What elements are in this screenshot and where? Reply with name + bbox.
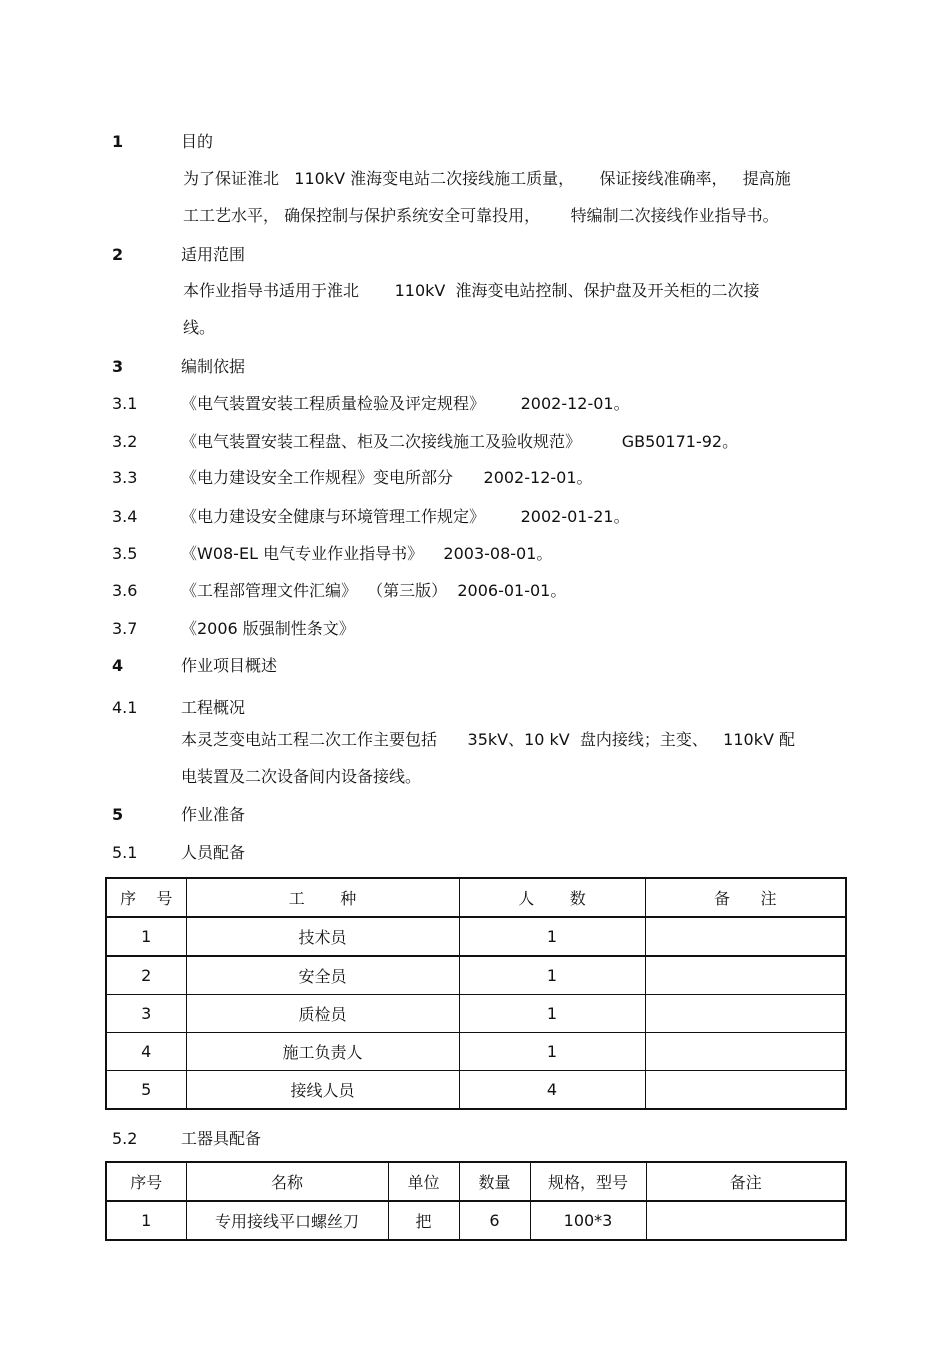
tools-header-quantity: 数量 (459, 1162, 530, 1201)
staff-cell-remark (645, 917, 846, 956)
staff-cell-index: 5 (106, 1071, 186, 1110)
item-5-2-number: 5.2 (112, 1129, 138, 1148)
item-5-1-number: 5.1 (112, 843, 138, 862)
table-row (106, 995, 846, 1033)
staff-cell-count: 1 (459, 956, 645, 995)
item-4-1-title: 工程概况 (181, 698, 246, 717)
section-5-number: 5 (112, 805, 124, 824)
section-1-title: 目的 (181, 132, 214, 151)
section-2-body-line-2: 线。 (183, 318, 216, 337)
tools-header-unit: 单位 (388, 1162, 459, 1201)
item-3-3-text: 《电力建设安全工作规程》变电所部分 2002-12-01。 (181, 468, 593, 487)
staff-cell-remark (645, 956, 846, 995)
tools-header-spec: 规格，型号 (530, 1162, 646, 1201)
staff-header-remark: 备 注 (645, 878, 846, 917)
table-row (106, 1033, 846, 1071)
section-1-body-line-1: 为了保证淮北 110kV 淮海变电站二次接线施工质量， 保证接线准确率， 提高施 (183, 169, 791, 188)
section-4-number: 4 (112, 656, 124, 675)
staff-cell-trade: 接线人员 (186, 1071, 459, 1110)
staff-header-trade: 工 种 (186, 878, 459, 917)
section-5-title: 作业准备 (181, 805, 246, 824)
item-4-1-body-line-2: 电装置及二次设备间内设备接线。 (181, 767, 422, 786)
section-2-title: 适用范围 (181, 245, 246, 264)
staff-table (105, 877, 847, 1110)
item-5-1-title: 人员配备 (181, 843, 246, 862)
table-row (106, 917, 846, 956)
staff-cell-trade: 技术员 (186, 917, 459, 956)
section-3-number: 3 (112, 357, 124, 376)
staff-cell-remark (645, 995, 846, 1033)
section-3-title: 编制依据 (181, 357, 246, 376)
table-row (106, 1201, 846, 1240)
item-3-7-text: 《2006 版强制性条文》 (181, 619, 355, 638)
tools-header-remark: 备注 (646, 1162, 846, 1201)
tools-header-index: 序号 (106, 1162, 186, 1201)
item-3-7-number: 3.7 (112, 619, 138, 638)
staff-cell-index: 1 (106, 917, 186, 956)
staff-cell-remark (645, 1071, 846, 1110)
tools-cell-quantity: 6 (459, 1201, 530, 1240)
staff-cell-count: 1 (459, 917, 645, 956)
tools-cell-name: 专用接线平口螺丝刀 (186, 1201, 388, 1240)
tools-table-header-row (106, 1162, 846, 1201)
staff-cell-trade: 施工负责人 (186, 1033, 459, 1071)
staff-cell-index: 4 (106, 1033, 186, 1071)
item-3-1-text: 《电气装置安装工程质量检验及评定规程》 2002-12-01。 (181, 394, 630, 413)
item-3-6-number: 3.6 (112, 581, 138, 600)
staff-cell-trade: 质检员 (186, 995, 459, 1033)
tools-header-name: 名称 (186, 1162, 388, 1201)
tools-cell-unit: 把 (388, 1201, 459, 1240)
staff-cell-count: 1 (459, 1033, 645, 1071)
staff-header-count: 人 数 (459, 878, 645, 917)
item-3-4-text: 《电力建设安全健康与环境管理工作规定》 2002-01-21。 (181, 507, 630, 526)
item-4-1-body-line-1: 本灵芝变电站工程二次工作主要包括 35kV、10 kV 盘内接线；主变、 110kV 配 (181, 730, 796, 749)
item-5-2-title: 工器具配备 (181, 1129, 262, 1148)
item-3-5-number: 3.5 (112, 544, 138, 563)
staff-cell-trade: 安全员 (186, 956, 459, 995)
item-3-3-number: 3.3 (112, 468, 138, 487)
section-2-body-line-1: 本作业指导书适用于淮北 110kV 淮海变电站控制、保护盘及开关柜的二次接 (183, 281, 760, 300)
item-3-2-text: 《电气装置安装工程盘、柜及二次接线施工及验收规范》 GB50171-92。 (181, 432, 739, 451)
staff-cell-index: 2 (106, 956, 186, 995)
staff-table-header-row (106, 878, 846, 917)
section-4-title: 作业项目概述 (181, 656, 278, 675)
tools-table (105, 1161, 847, 1241)
item-4-1-number: 4.1 (112, 698, 138, 717)
item-3-2-number: 3.2 (112, 432, 138, 451)
section-1-body-line-2: 工工艺水平， 确保控制与保护系统安全可靠投用， 特编制二次接线作业指导书。 (183, 206, 779, 225)
staff-cell-index: 3 (106, 995, 186, 1033)
staff-cell-count: 4 (459, 1071, 645, 1110)
tools-cell-spec: 100*3 (530, 1201, 646, 1240)
table-row (106, 956, 846, 995)
table-row (106, 1071, 846, 1110)
section-1-number: 1 (112, 132, 124, 151)
tools-cell-remark (646, 1201, 846, 1240)
section-2-number: 2 (112, 245, 124, 264)
staff-cell-remark (645, 1033, 846, 1071)
staff-cell-count: 1 (459, 995, 645, 1033)
item-3-4-number: 3.4 (112, 507, 138, 526)
item-3-6-text: 《工程部管理文件汇编》 （第三版） 2006-01-01。 (181, 581, 567, 600)
staff-header-index: 序 号 (106, 878, 186, 917)
tools-cell-index: 1 (106, 1201, 186, 1240)
item-3-5-text: 《W08-EL 电气专业作业指导书》 2003-08-01。 (181, 544, 553, 563)
item-3-1-number: 3.1 (112, 394, 138, 413)
